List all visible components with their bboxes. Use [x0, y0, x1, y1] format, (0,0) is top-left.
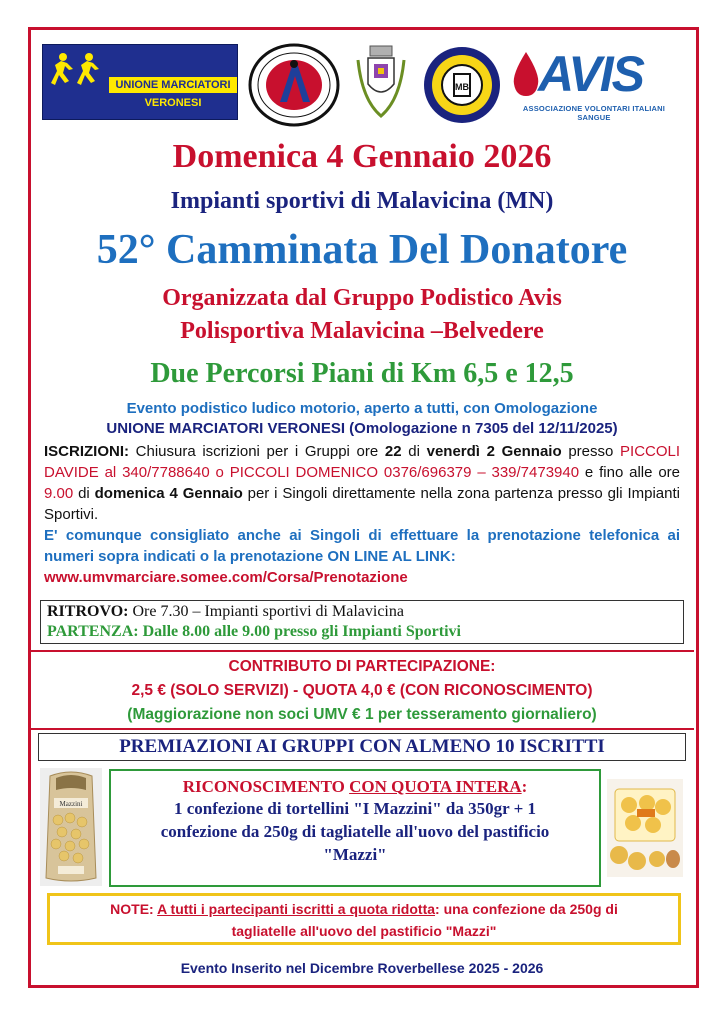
registration-text-5: di [73, 485, 95, 502]
registration-contacts: PICCOLI DAVIDE al 340/7788640 o PICCOLI DOMENICO 0376/696379 – 339/7473940 [44, 443, 681, 481]
registration-hour-groups: 22 [384, 443, 402, 460]
umv-logo [42, 44, 238, 120]
podistico-logo [422, 44, 502, 126]
prize-line-2: confezione da 250g di tagliatelle all'uovo del pastificio [160, 822, 550, 841]
registration-hour-single: 9.00 [44, 485, 74, 502]
svg-text:MB: MB [455, 82, 469, 92]
registration-text-3: presso [561, 443, 621, 460]
registration-text-2: di [401, 443, 427, 460]
tagliatelle-package-image [607, 779, 683, 877]
note-underlined: A tutti i partecipanti iscritti a quota ridotta [157, 901, 436, 917]
umv-logo-line1: UNIONE MARCIATORI [109, 77, 237, 93]
registration-day-single: domenica 4 Gennaio [94, 485, 243, 502]
registration-day-groups: venerdì 2 Gennaio [426, 443, 562, 460]
tortellini-package-image [40, 768, 102, 886]
organizer-line-1: Organizzata dal Gruppo Podistico Avis [162, 285, 562, 311]
prize-line-1: 1 confezione di tortellini "I Mazzini" da 350gr + 1 [173, 799, 537, 818]
coat-of-arms-logo [352, 40, 410, 126]
courses-info: Due Percorsi Piani di Km 6,5 e 12,5 [150, 358, 574, 389]
package-label: Mazzini [59, 800, 83, 808]
prize-title-b: CON QUOTA INTERA [349, 777, 522, 796]
prize-box [109, 769, 601, 887]
prize-title-a: RICONOSCIMENTO [182, 777, 350, 796]
registration-text-6: per i Singoli direttamente nella zona partenza presso gli Impianti Sportivi. [44, 485, 680, 523]
registration-text-1: Chiusura iscrizioni per i Gruppi ore [129, 443, 385, 460]
fee-box [30, 650, 694, 730]
registration-text-4: e fino alle ore [579, 464, 681, 481]
avis-logo-subtitle: ASSOCIAZIONE VOLONTARI ITALIANI SANGUE [522, 104, 666, 122]
start-line: PARTENZA: Dalle 8.00 alle 9.00 presso gli Impianti Sportivi [47, 623, 461, 640]
meeting-line [47, 603, 404, 621]
event-date: Domenica 4 Gennaio 2026 [172, 138, 552, 175]
description-line-2: UNIONE MARCIATORI VERONESI (Omologazione n 7305 del 12/11/2025) [106, 420, 618, 437]
fee-prices: 2,5 € (SOLO SERVIZI) - QUOTA 4,0 € (CON RICONOSCIMENTO) [131, 682, 593, 699]
registration-block [44, 441, 680, 588]
footer-text: Evento Inserito nel Dicembre Roverbellese 2025 - 2026 [180, 960, 544, 976]
meeting-text: Ore 7.30 – Impianti sportivi di Malavicina [128, 603, 404, 620]
organizer-line-2: Polisportiva Malavicina –Belvedere [180, 318, 544, 344]
registration-label: ISCRIZIONI: [44, 443, 129, 460]
runners-icon [49, 51, 109, 91]
prize-title [111, 777, 599, 797]
registration-advice: E' comunque consigliato anche ai Singoli di effettuare la prenotazione telefonica ai numeri sopra indicati o la prenotazione ON LINE AL LINK: [44, 527, 680, 565]
prize-title-c: : [521, 777, 528, 796]
event-title: 52° Camminata Del Donatore [96, 227, 628, 273]
avis-logo [508, 46, 678, 122]
polisportiva-logo [246, 42, 342, 128]
umv-logo-line2: VERONESI [144, 97, 202, 109]
prize-line-3: "Mazzi" [323, 845, 387, 864]
note-box [47, 893, 681, 945]
fee-title: CONTRIBUTO DI PARTECIPAZIONE: [228, 658, 496, 675]
note-label: NOTE: [110, 901, 158, 917]
note-text: : una confezione da 250g di [435, 901, 618, 917]
note-line-2: tagliatelle all'uovo del pastificio "Mazzi" [231, 923, 497, 939]
description-line-1: Evento podistico ludico motorio, aperto a tutti, con Omologazione [126, 400, 598, 417]
awards-box: PREMIAZIONI AI GRUPPI CON ALMENO 10 ISCRITTI [38, 733, 686, 761]
note-line-1 [50, 898, 678, 920]
meeting-box [40, 600, 684, 644]
avis-logo-word: AVIS [538, 46, 643, 102]
registration-link[interactable]: www.umvmarciare.somee.com/Corsa/Prenotazione [44, 569, 408, 586]
fee-extra: (Maggiorazione non soci UMV € 1 per tesseramento giornaliero) [127, 706, 597, 723]
event-place: Impianti sportivi di Malavicina (MN) [170, 188, 554, 214]
meeting-label: RITROVO: [47, 603, 129, 620]
